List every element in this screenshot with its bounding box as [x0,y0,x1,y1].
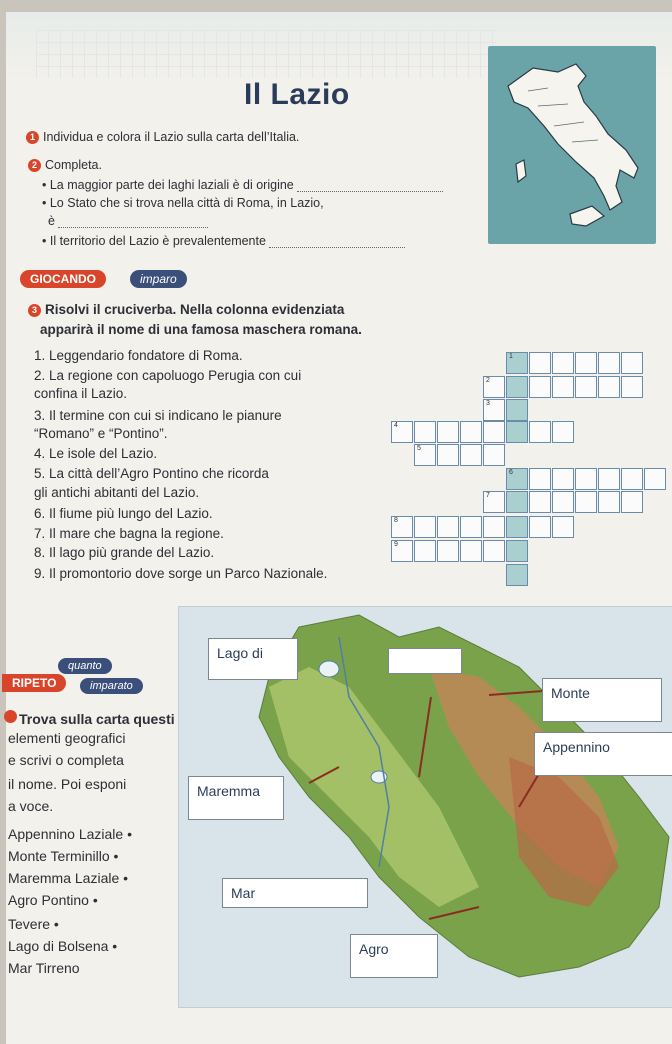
crossword-cell[interactable] [529,491,551,513]
crossword-cell[interactable] [575,352,597,374]
exercise-1-text: Individua e colora il Lazio sulla carta dell’Italia. [43,130,300,144]
crossword-cell[interactable] [552,516,574,538]
page-title: Il Lazio [244,78,350,111]
clue: confina il Lazio. [34,386,128,401]
crossword-cell[interactable] [483,376,505,398]
crossword-cell[interactable] [391,516,413,538]
crossword-cell[interactable] [483,399,505,421]
exercise-1 [26,130,299,144]
completion-sentence: • Il territorio del Lazio è prevalentemente [42,234,266,248]
geo-item: Lago di Bolsena • [8,938,118,954]
crossword-cell[interactable] [391,421,413,443]
crossword-cell[interactable] [483,540,505,562]
giocando-label: GIOCANDO [30,272,96,286]
crossword-cell-highlighted[interactable] [506,491,528,513]
crossword-cell[interactable] [391,540,413,562]
instruction-line: Trova sulla carta questi [19,711,175,727]
crossword-cell[interactable] [529,421,551,443]
lago-label: Lago di [217,645,263,661]
geo-item: Monte Terminillo • [8,848,119,864]
crossword-cell[interactable] [483,516,505,538]
exercise-2-heading [28,158,102,172]
blank-label-box[interactable] [388,648,462,674]
exercise-2-line [42,196,324,210]
mar-label: Mar [231,885,256,901]
agro-label-box[interactable] [350,934,438,978]
crossword-cell[interactable] [621,468,643,490]
appennino-label-box[interactable] [534,732,672,776]
instruction-line: il nome. Poi esponi [8,776,127,792]
crossword-cell[interactable] [529,376,551,398]
italy-outline-icon [488,46,656,244]
exercise-2-line [42,234,405,248]
answer-blank[interactable] [269,247,405,248]
imparo-label: imparo [140,272,177,286]
crossword-cell[interactable] [529,468,551,490]
crossword-cell[interactable] [460,516,482,538]
crossword-cell-highlighted[interactable] [506,468,528,490]
exercise-number-badge: 2 [28,159,41,172]
crossword-cell[interactable] [598,376,620,398]
ripeto-label: RIPETO [12,676,57,690]
crossword-cell-highlighted[interactable] [506,516,528,538]
italy-map [488,46,656,244]
quanto-badge [58,658,112,674]
clue: 6. Il fiume più lungo del Lazio. [34,506,213,521]
crossword-cell[interactable] [552,376,574,398]
crossword-cell[interactable] [598,352,620,374]
clue: 2. La regione con capoluogo Perugia con cui [34,368,302,383]
instruction-line: elementi geografici [8,730,126,746]
clue: 5. La città dell’Agro Pontino che ricorda [34,466,269,481]
crossword-cell[interactable] [437,540,459,562]
instruction-line: e scrivi o completa [8,752,124,768]
imparo-badge [130,270,187,288]
crossword-number: 4 [394,422,398,429]
crossword-cell[interactable] [529,352,551,374]
crossword-cell[interactable] [483,421,505,443]
textbook-page [6,12,672,1044]
geo-item: Tevere • [8,916,59,932]
monte-label: Monte [551,685,590,701]
geo-item: Agro Pontino • [8,892,98,908]
mar-label-box[interactable] [222,878,368,908]
crossword-cell[interactable] [598,468,620,490]
crossword-cell-highlighted[interactable] [506,376,528,398]
geo-item: Maremma Laziale • [8,870,129,886]
crossword-cell[interactable] [575,468,597,490]
clue: “Romano” e “Pontino”. [34,426,168,441]
maremma-label: Maremma [197,783,261,799]
exercise-2-title: Completa. [45,158,102,172]
giocando-badge [20,270,106,288]
decorative-grid [36,30,496,78]
crossword-cell-highlighted[interactable] [506,352,528,374]
crossword-number: 7 [486,492,490,499]
crossword-cell[interactable] [414,444,436,466]
crossword-cell[interactable] [644,468,666,490]
crossword-number: 9 [394,541,398,548]
crossword-cell[interactable] [529,516,551,538]
crossword-number: 2 [486,377,490,384]
exercise-3-text-1: Risolvi il cruciverba. Nella colonna evidenziata [45,302,345,317]
crossword-number: 1 [509,353,513,360]
crossword-cell[interactable] [575,491,597,513]
crossword-cell-highlighted[interactable] [506,421,528,443]
appennino-label: Appennino [543,739,610,755]
crossword-number: 6 [509,469,513,476]
crossword-cell[interactable] [437,421,459,443]
crossword-cell[interactable] [598,491,620,513]
exercise-number-badge: 3 [28,304,41,317]
crossword-cell[interactable] [437,516,459,538]
crossword-cell[interactable] [621,352,643,374]
crossword-cell[interactable] [414,540,436,562]
agro-label: Agro [359,941,389,957]
crossword-number: 3 [486,400,490,407]
ripeto-badge [2,674,66,692]
clue: 8. Il lago più grande del Lazio. [34,545,215,560]
crossword-number: 8 [394,517,398,524]
lago-label-box[interactable] [208,638,298,680]
crossword-cell[interactable] [460,540,482,562]
exercise-2-line [48,214,208,228]
crossword-cell[interactable] [552,468,574,490]
crossword-cell-highlighted[interactable] [506,399,528,421]
clue: gli antichi abitanti del Lazio. [34,485,200,500]
crossword-cell[interactable] [460,444,482,466]
crossword-cell[interactable] [414,516,436,538]
crossword-cell[interactable] [552,352,574,374]
crossword-cell[interactable] [483,491,505,513]
answer-blank[interactable] [58,227,208,228]
crossword-cell[interactable] [552,421,574,443]
clue: 3. Il termine con cui si indicano le pianure [34,408,282,423]
monte-label-box[interactable] [542,678,662,722]
ripeto-instruction [4,710,175,727]
crossword-cell[interactable] [552,491,574,513]
crossword-cell[interactable] [621,491,643,513]
clue: 4. Le isole del Lazio. [34,446,158,461]
imparato-badge [80,678,143,694]
exercise-number-badge [4,710,17,723]
crossword-cell-highlighted[interactable] [506,540,528,562]
clue: 1. Leggendario fondatore di Roma. [34,348,243,363]
crossword-cell-highlighted[interactable] [506,564,528,586]
completion-sentence: è [48,214,55,228]
exercise-3-heading [28,302,344,317]
completion-sentence: • La maggior parte dei laghi laziali è di origine [42,178,294,192]
maremma-label-box[interactable] [188,776,284,820]
crossword-cell[interactable] [437,444,459,466]
instruction-line: a voce. [8,798,54,814]
imparato-label: imparato [90,680,133,692]
crossword-cell[interactable] [621,376,643,398]
crossword-cell[interactable] [460,421,482,443]
answer-blank[interactable] [297,191,443,192]
exercise-3-text-2: apparirà il nome di una famosa maschera romana. [40,322,362,337]
exercise-number-badge: 1 [26,131,39,144]
exercise-2-line [42,178,443,192]
completion-sentence: • Lo Stato che si trova nella città di Roma, in Lazio, [42,196,324,210]
crossword-cell[interactable] [575,376,597,398]
geo-item: Mar Tirreno [8,960,80,976]
crossword-cell[interactable] [483,444,505,466]
clue: 9. Il promontorio dove sorge un Parco Nazionale. [34,566,328,581]
quanto-label: quanto [68,660,102,672]
crossword-number: 5 [417,445,421,452]
geo-item: Appennino Laziale • [8,826,132,842]
clue: 7. Il mare che bagna la regione. [34,526,224,541]
crossword-cell[interactable] [414,421,436,443]
